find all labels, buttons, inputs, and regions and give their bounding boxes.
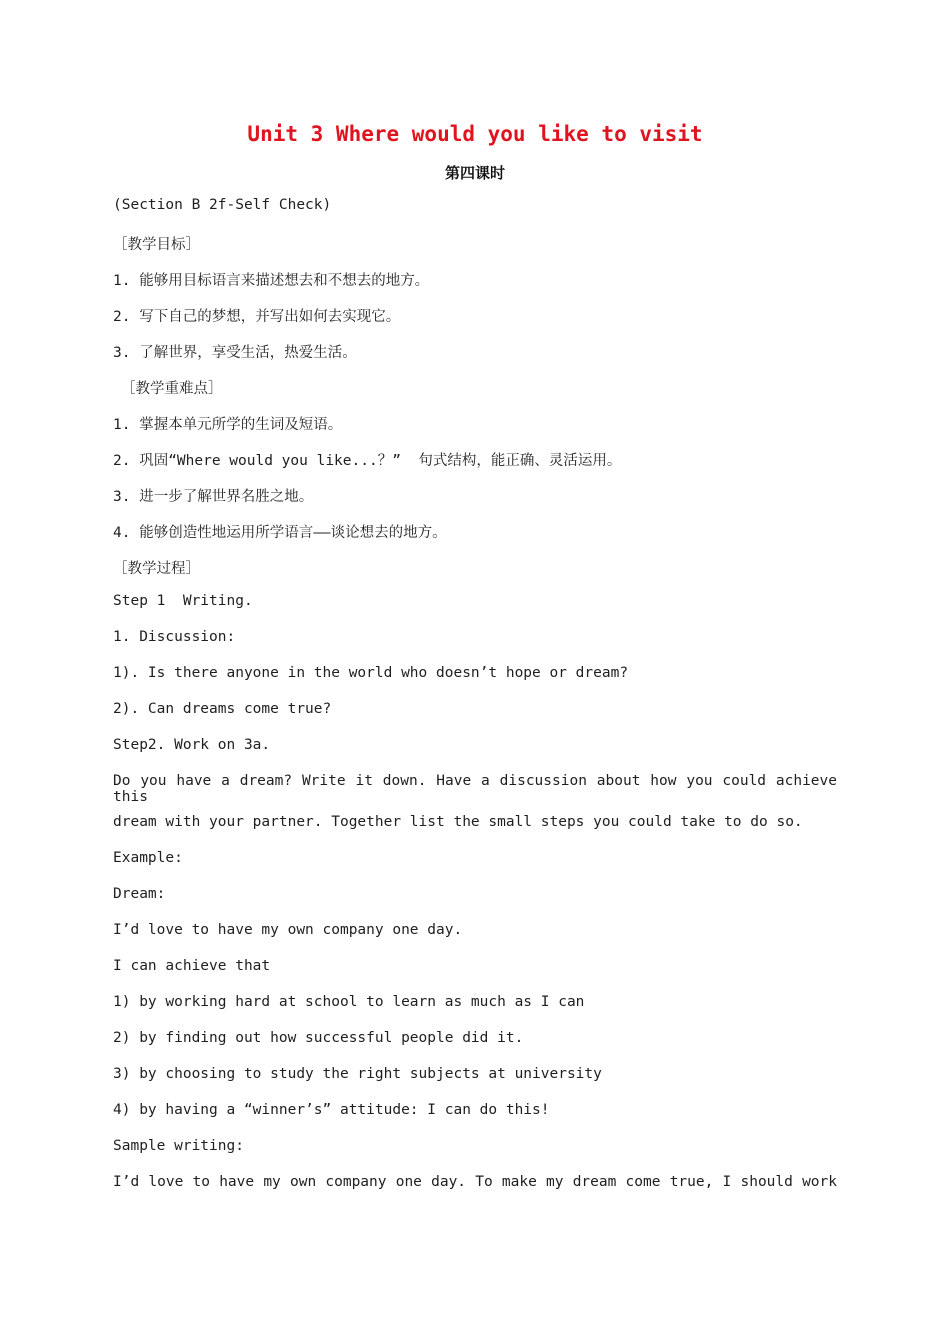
lesson-subtitle: 第四课时 [444, 164, 505, 182]
dream-label: Dream: [113, 886, 166, 902]
heading-objectives: ［教学目标］ [113, 237, 200, 253]
instruction-text: dream with your partner. Together list the small steps you could take to do so. [113, 814, 803, 830]
step-list-item: 1) by working hard at school to learn as much as I can [113, 994, 585, 1010]
objective-item: 1. 能够用目标语言来描述想去和不想去的地方。 [113, 273, 430, 289]
heading-key-points: ［教学重难点］ [121, 381, 223, 397]
discussion-label: 1. Discussion: [113, 629, 236, 645]
step-heading: Step2. Work on 3a. [113, 737, 271, 753]
key-point-item: 2. 巩固“Where would you like...？” 句式结构，能正确、灵活运用。 [113, 453, 622, 469]
achieve-text: I can achieve that [113, 958, 271, 974]
step-heading: Step 1 Writing. [113, 593, 253, 609]
dream-text: I’d love to have my own company one day. [113, 922, 463, 938]
step-list-item: 4) by having a “winner’s” attitude: I can do this! [113, 1102, 550, 1118]
instruction-text: Do you have a dream? Write it down. Have a discussion about how you could achieve this [113, 773, 837, 805]
discussion-question: 2). Can dreams come true? [113, 701, 332, 717]
step-list-item: 2) by finding out how successful people did it. [113, 1030, 524, 1046]
key-point-item: 3. 进一步了解世界名胜之地。 [113, 489, 314, 505]
objective-item: 2. 写下自己的梦想，并写出如何去实现它。 [113, 309, 401, 325]
example-label: Example: [113, 850, 183, 866]
step-list-item: 3) by choosing to study the right subjects at university [113, 1066, 602, 1082]
heading-procedure: ［教学过程］ [113, 561, 200, 577]
key-point-item: 1. 掌握本单元所学的生词及短语。 [113, 417, 343, 433]
objective-item: 3. 了解世界，享受生活，热爱生活。 [113, 345, 357, 361]
page-title: Unit 3 Where would you like to visit [247, 122, 703, 146]
key-point-item: 4. 能够创造性地运用所学语言——谈论想去的地方。 [113, 525, 447, 541]
section-reference: (Section B 2f-Self Check) [113, 197, 332, 213]
sample-writing-text: I’d love to have my own company one day. To make my dream come true, I should work [113, 1174, 837, 1190]
sample-writing-label: Sample writing: [113, 1138, 244, 1154]
discussion-question: 1). Is there anyone in the world who doesn’t hope or dream? [113, 665, 629, 681]
